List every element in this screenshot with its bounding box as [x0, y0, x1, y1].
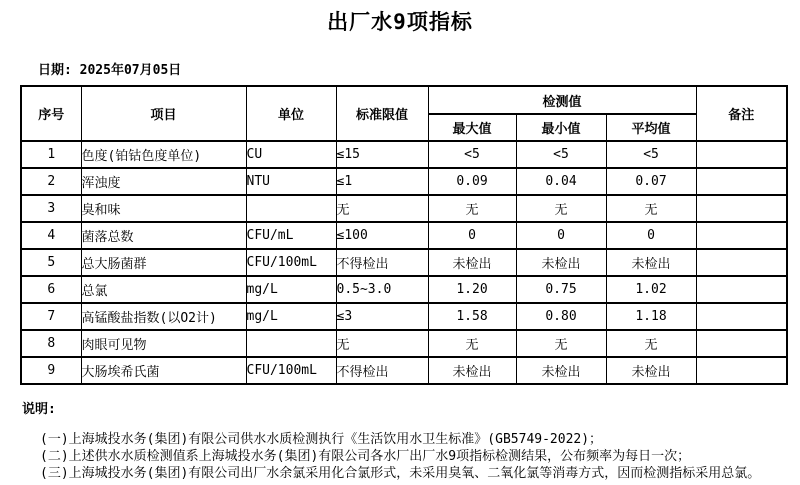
note-item-1: (一)上海城投水务(集团)有限公司供水水质检测执行《生活饮用水卫生标准》(GB5749-2022)； [40, 432, 603, 447]
cell-unit [246, 330, 336, 357]
cell-remark [696, 222, 787, 249]
cell-max: 0.09 [428, 168, 516, 195]
date-value: 2025年07月05日 [79, 63, 182, 78]
cell-unit: NTU [246, 168, 336, 195]
table-row [21, 195, 787, 222]
cell-max: 无 [428, 195, 516, 222]
header-detection: 检测值 [428, 86, 696, 114]
cell-limit: ≤3 [336, 303, 428, 330]
cell-avg: 1.18 [606, 303, 696, 330]
table-row [21, 276, 787, 303]
cell-no: 1 [21, 141, 81, 168]
table-row [21, 330, 787, 357]
table-row [21, 249, 787, 276]
cell-unit: mg/L [246, 276, 336, 303]
cell-remark [696, 195, 787, 222]
table-header [21, 86, 787, 141]
cell-min: 0.04 [516, 168, 606, 195]
cell-max: 无 [428, 330, 516, 357]
page-title: 出厂水9项指标 [327, 10, 473, 34]
cell-no: 3 [21, 195, 81, 222]
cell-avg: 0 [606, 222, 696, 249]
table-row [21, 141, 787, 168]
cell-item: 总大肠菌群 [81, 249, 246, 276]
cell-limit: ≤15 [336, 141, 428, 168]
header-min: 最小值 [516, 114, 606, 141]
cell-limit: 无 [336, 195, 428, 222]
cell-limit: 不得检出 [336, 357, 428, 384]
header-avg: 平均值 [606, 114, 696, 141]
header-item: 项目 [81, 86, 246, 141]
cell-remark [696, 357, 787, 384]
notes-heading: 说明: [22, 402, 56, 417]
cell-item: 高锰酸盐指数(以O2计) [81, 303, 246, 330]
cell-max: 1.20 [428, 276, 516, 303]
cell-unit: CU [246, 141, 336, 168]
cell-avg: 未检出 [606, 249, 696, 276]
header-remark: 备注 [696, 86, 787, 141]
table-row [21, 222, 787, 249]
cell-min: <5 [516, 141, 606, 168]
cell-no: 8 [21, 330, 81, 357]
notes-list [40, 432, 800, 482]
cell-avg: 未检出 [606, 357, 696, 384]
cell-avg: 1.02 [606, 276, 696, 303]
cell-item: 菌落总数 [81, 222, 246, 249]
cell-no: 5 [21, 249, 81, 276]
cell-unit [246, 195, 336, 222]
cell-item: 浑浊度 [81, 168, 246, 195]
cell-min: 0 [516, 222, 606, 249]
cell-avg: <5 [606, 141, 696, 168]
cell-min: 0.80 [516, 303, 606, 330]
cell-min: 无 [516, 330, 606, 357]
cell-unit: CFU/100mL [246, 249, 336, 276]
cell-min: 无 [516, 195, 606, 222]
cell-no: 7 [21, 303, 81, 330]
cell-no: 6 [21, 276, 81, 303]
cell-unit: mg/L [246, 303, 336, 330]
cell-item: 大肠埃希氏菌 [81, 357, 246, 384]
header-max: 最大值 [428, 114, 516, 141]
cell-min: 0.75 [516, 276, 606, 303]
note-item-3: (三)上海城投水务(集团)有限公司出厂水余氯采用化合氯形式，未采用臭氧、二氧化氯等消毒方式，因而检测指标采用总氯。 [40, 466, 761, 481]
cell-min: 未检出 [516, 249, 606, 276]
cell-max: 1.58 [428, 303, 516, 330]
cell-limit: ≤1 [336, 168, 428, 195]
cell-unit: CFU/100mL [246, 357, 336, 384]
table-row [21, 303, 787, 330]
cell-remark [696, 330, 787, 357]
cell-limit: ≤100 [336, 222, 428, 249]
report-date [38, 59, 800, 78]
cell-limit: 不得检出 [336, 249, 428, 276]
notes-section [22, 398, 800, 482]
header-limit: 标准限值 [336, 86, 428, 141]
cell-item: 肉眼可见物 [81, 330, 246, 357]
cell-avg: 无 [606, 330, 696, 357]
cell-item: 臭和味 [81, 195, 246, 222]
table-row [21, 357, 787, 384]
cell-limit: 无 [336, 330, 428, 357]
cell-min: 未检出 [516, 357, 606, 384]
cell-item: 总氯 [81, 276, 246, 303]
cell-avg: 无 [606, 195, 696, 222]
cell-remark [696, 141, 787, 168]
cell-max: 0 [428, 222, 516, 249]
cell-remark [696, 249, 787, 276]
cell-no: 9 [21, 357, 81, 384]
cell-unit: CFU/mL [246, 222, 336, 249]
table-row [21, 168, 787, 195]
header-unit: 单位 [246, 86, 336, 141]
cell-max: 未检出 [428, 249, 516, 276]
cell-remark [696, 303, 787, 330]
cell-max: <5 [428, 141, 516, 168]
cell-remark [696, 276, 787, 303]
indicators-table [20, 85, 788, 385]
cell-avg: 0.07 [606, 168, 696, 195]
cell-limit: 0.5~3.0 [336, 276, 428, 303]
cell-no: 2 [21, 168, 81, 195]
cell-no: 4 [21, 222, 81, 249]
cell-item: 色度(铂钴色度单位) [81, 141, 246, 168]
table-body [21, 141, 787, 384]
date-label: 日期: [38, 63, 72, 78]
header-row-top [21, 86, 787, 114]
header-no: 序号 [21, 86, 81, 141]
cell-max: 未检出 [428, 357, 516, 384]
cell-remark [696, 168, 787, 195]
note-item-2: (二)上述供水水质检测值系上海城投水务(集团)有限公司各水厂出厂水9项指标检测结果，公布频率为每日一次； [40, 449, 691, 464]
